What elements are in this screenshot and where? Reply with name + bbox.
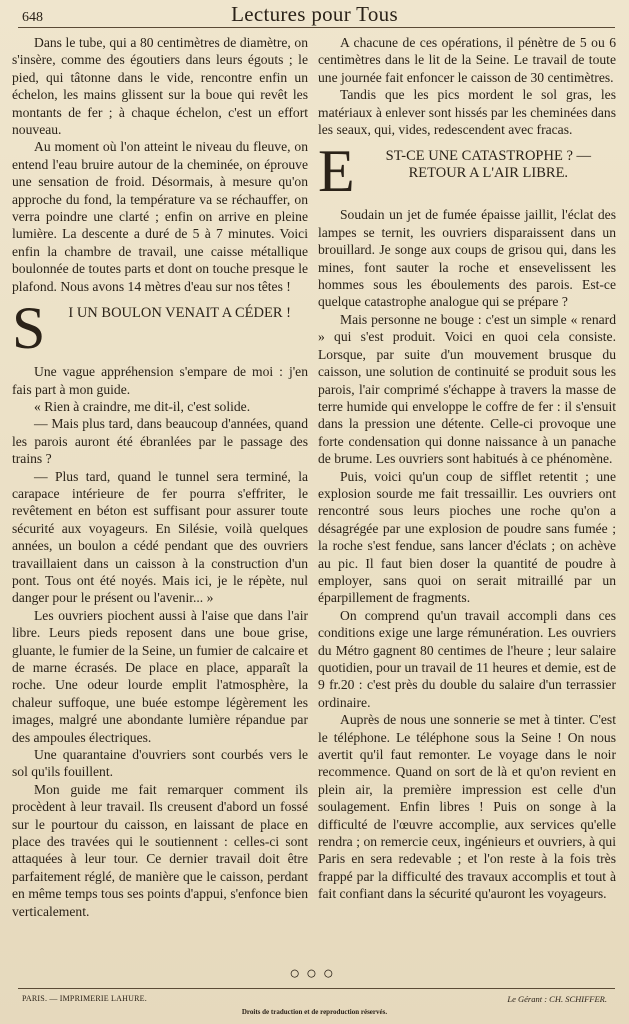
drop-cap: S xyxy=(12,303,46,352)
paragraph: Les ouvriers piochent aussi à l'aise que dans l'air libre. Leurs pieds reposent dans une boue grise, gluante, le fumier de la Seine, un fumier de calcaire et de marne écrasés. De place en place, apparaît la roche. Une odeur lourde emplit l'atmosphère, la chaleur suffoque, une buée estompe légèrement les images, malgré une abondante lumière répandue par des ampoules électriques. xyxy=(12,607,308,745)
left-paragraphs-1 xyxy=(12,34,308,295)
paragraph: Une vague appréhension s'empare de moi : j'en fais part à mon guide. xyxy=(12,364,308,397)
paragraph: Mais personne ne bouge : c'est un simple « renard » qui s'est produit. Voici en quoi cela consiste. Lorsque, par suite d'un mouvement brusque du caisson, une solution de continuité se produit sous les parois, l'air comprimé s'échappe à travers la masse de terre humide qui enveloppe le coffre de fer : il s'ensuit dans la pression une détente. Celle-ci provoque une forte condensation qui donne naissance à un panache de brume. Les ouvriers sont habitués à ce phénomène. xyxy=(318,311,616,467)
right-column xyxy=(318,34,616,903)
right-paragraphs-1 xyxy=(318,34,616,138)
printer-imprint: PARIS. — IMPRIMERIE LAHURE. xyxy=(22,994,147,1003)
paragraph: Soudain un jet de fumée épaisse jaillit, l'éclat des lampes se ternit, les ouvriers disparaissent dans un brouillard. Je songe aux coups de grisou qui, dans les mines, font sauter la roche et ensevelissent les hommes sous les éboulements des parois. Est-ce quelque catastrophe analogue qui se prépare ? xyxy=(318,207,616,310)
running-title: Lectures pour Tous xyxy=(231,2,398,26)
paragraph: — Plus tard, quand le tunnel sera terminé, la carapace intérieure de fer pourra s'effriter, le revêtement en béton est suffisant pour assurer toute sécurité aux voyageurs. En Silésie, voilà quelques années, un boulon a cédé pendant que des ouvriers travaillaient dans un caisson à la construction d'un pont. Tous ont été noyés. Mais ici, je le répète, nul danger pour le présent ou l'avenir... » xyxy=(12,468,308,606)
gerant-credit: Le Gérant : CH. SCHIFFER. xyxy=(507,994,607,1004)
paragraph: — Mais plus tard, dans beaucoup d'années, quand les parois auront été ébranlées par le passage des trains ? xyxy=(12,416,308,467)
paragraph: Puis, voici qu'un coup de sifflet retentit ; une explosion sourde me fait tressaillir. Les ouvriers ont rencontré sous leurs pioches une roche qu'on a désagrégée par une explosion de poudre sans fumée ; la roche s'est fendue, sans lancer d'éclats ; on achève au pic. Il faut bien doser la quantité de poudre à employer, sans quoi on serait mitraillé par un éparpillement de fragments. xyxy=(318,468,616,606)
header-rule xyxy=(18,27,615,28)
paragraph: Mon guide me fait remarquer comment ils procèdent à leur travail. Ils creusent d'abord un fossé sur le pourtour du caisson, en laissant de place en place des travées qui le soutiennent : celles-ci sont attaquées à leur tour. Ce dernier travail doit être parfaitement réglé, de manière que le caisson, perdant en même temps tous ses points d'appui, s'enfonce bien verticalement. xyxy=(12,781,308,919)
paragraph: Au moment où l'on atteint le niveau du fleuve, on entend l'eau bruire autour de la cheminée, on éprouve une sensation de froid. Désormais, à mesure qu'on approche du fond, la température va se réchauffer, on verra poindre une clarté ; enfin on arrive en pleine lumière. La descente a duré de 5 à 7 minutes. Voici enfin la chambre de travail, une caisse métallique boulonnée de toutes parts et dont on touche presque le plafond. Nous avons 14 mètres d'eau sur nos têtes ! xyxy=(12,139,308,294)
section-heading xyxy=(12,303,308,351)
paragraph: On comprend qu'un travail accompli dans ces conditions exige une large rémunération. Les ouvriers du Métro gagnent 80 centimes de l'heure ; leur salaire quotidien, pour un travail de 11 heures et demie, est de 9 fr.20 : c'est près du double du salaire d'un terrassier ordinaire. xyxy=(318,607,616,710)
paragraph: Auprès de nous une sonnerie se met à tinter. C'est le téléphone. Le téléphone sous la Seine ! On nous avertit qu'il faut remonter. Le voyage dans le noir recommence. Quand on sort de là et qu'on revient en plein air, la première impression est celle d'un soulagement. Enfin libres ! Puis on songe à la difficulté de l'œuvre accomplie, aux services qu'elle rendra ; on remercie ceux, ingénieurs et ouvriers, à qui Paris en sera redevable ; et l'on reste à la fois très frappé par la difficulté des travaux accomplis et tout à fait confiant dans la sécurité qu'auront les voyageurs. xyxy=(318,712,616,902)
drop-cap: E xyxy=(318,146,355,195)
section-title: ST-CE UNE CATASTROPHE ? — RETOUR A L'AIR LIBRE. xyxy=(385,148,591,182)
page-header xyxy=(0,2,629,28)
section-heading xyxy=(318,146,616,194)
footer-rule xyxy=(18,988,615,989)
section-title: I UN BOULON VENAIT A CÉDER ! xyxy=(68,305,291,322)
page-number: 648 xyxy=(22,10,43,25)
paragraph: A chacune de ces opérations, il pénètre de 5 ou 6 centimètres dans le lit de la Seine. Le travail de toute une journée fait enfoncer le caisson de 30 centimètres. xyxy=(318,35,616,85)
end-ornament: ○○○ xyxy=(289,963,340,983)
paragraph: Dans le tube, qui a 80 centimètres de diamètre, on s'insère, comme des égoutiers dans leurs égouts ; le pied, qui tâtonne dans le vide, rencontre enfin un échelon, les mains glissent sur la boue qui revêt les montants de fer ; à chaque échelon, c'est un effort nouveau. xyxy=(12,35,308,138)
left-paragraphs-2 xyxy=(12,363,308,920)
paragraph: Une quarantaine d'ouvriers sont courbés vers le sol qu'ils fouillent. xyxy=(12,747,308,780)
rights-notice: Droits de traduction et de reproduction réservés. xyxy=(241,1008,388,1016)
paragraph: « Rien à craindre, me dit-il, c'est solide. xyxy=(34,398,251,414)
paragraph: Tandis que les pics mordent le sol gras, les matériaux à enlever sont hissés par les cheminées dans les seaux, qui, vides, redescendent avec fracas. xyxy=(318,87,616,138)
right-paragraphs-2 xyxy=(318,206,616,902)
left-column xyxy=(12,34,308,920)
